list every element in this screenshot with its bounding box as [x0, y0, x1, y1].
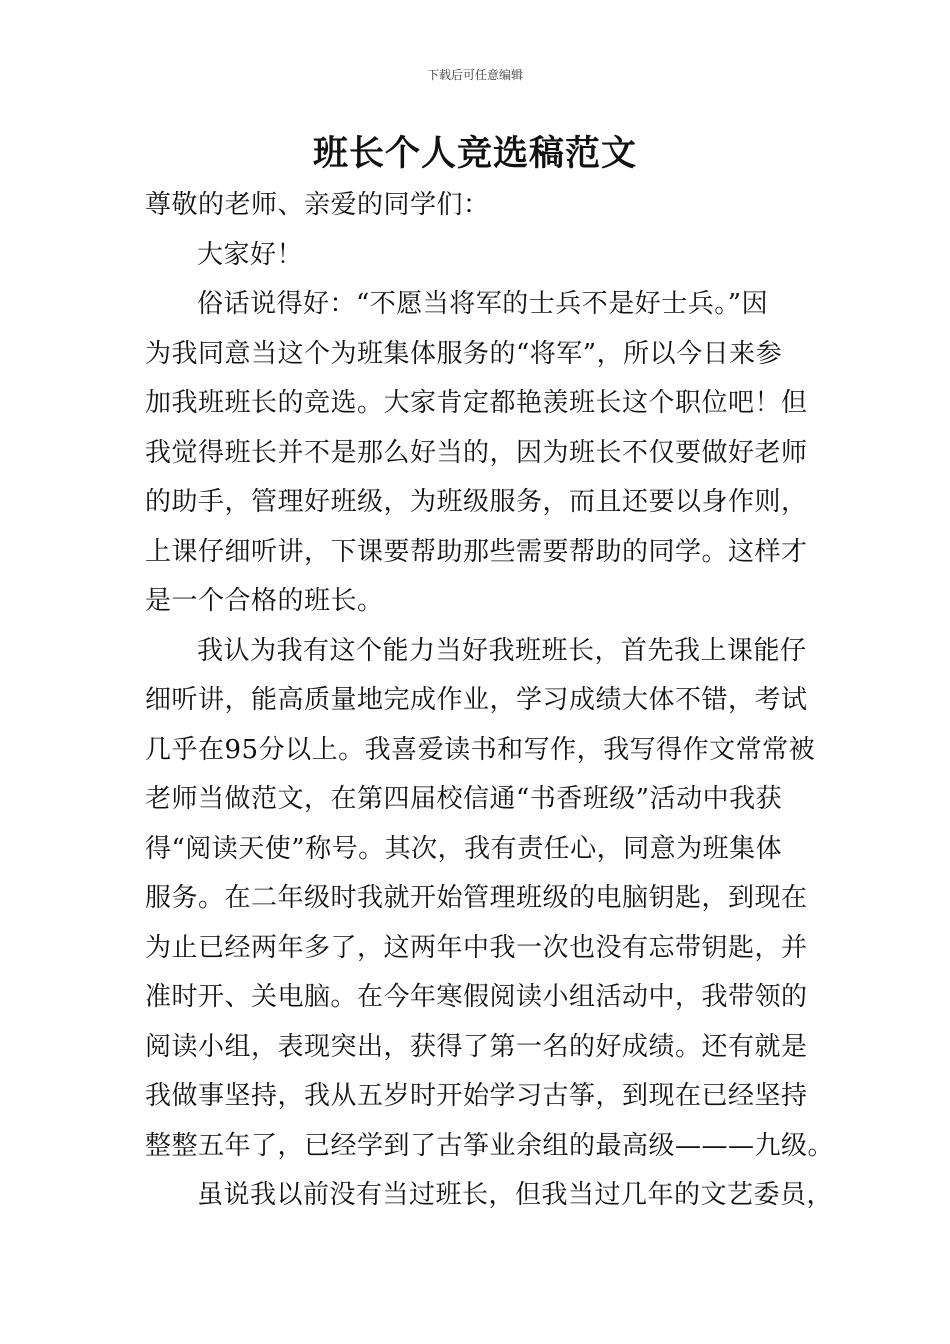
document-title: 班长个人竞选稿范文 [312, 134, 637, 174]
text-line: 我觉得班长并不是那么好当的，因为班长不仅要做好老师 [145, 437, 808, 468]
text-line: 为止已经两年多了，这两年中我一次也没有忘带钥匙，并 [145, 932, 808, 963]
text-line: 上课仔细听讲，下课要帮助那些需要帮助的同学。这样才 [145, 536, 808, 567]
text-line: 虽说我以前没有当过班长，但我当过几年的文艺委员， [197, 1180, 834, 1210]
text-line: 我做事坚持，我从五岁时开始学习古筝，到现在已经坚持 [145, 1081, 808, 1111]
text-line: 俗话说得好：“不愿当将军的士兵不是好士兵。”因 [197, 289, 769, 319]
text-line: 细听讲，能高质量地完成作业，学习成绩大体不错，考试 [145, 685, 808, 715]
text-line: 服务。在二年级时我就开始管理班级的电脑钥匙，到现在 [145, 883, 808, 913]
text-line: 加我班班长的竞选。大家肯定都艳羡班长这个职位吧！但 [145, 388, 808, 418]
text-line: 尊敬的老师、亲爱的同学们： [145, 190, 490, 220]
text-line: 准时开、关电脑。在今年寒假阅读小组活动中，我带领的 [145, 982, 808, 1012]
text-line: 是一个合格的班长。 [145, 586, 384, 616]
text-line: 整整五年了，已经学到了古筝业余组的最高级———九级。 [145, 1130, 835, 1161]
text-line: 的助手，管理好班级，为班级服务，而且还要以身作则， [145, 487, 808, 517]
text-line: 老师当做范文，在第四届校信通“书香班级”活动中我获 [145, 784, 783, 814]
header-note: 下载后可任意编辑 [426, 68, 523, 82]
document-body [145, 181, 835, 1221]
text-line: 为我同意当这个为班集体服务的“将军”，所以今日来参 [145, 338, 783, 369]
text-line: 得“阅读天使”称号。其次，我有责任心，同意为班集体 [145, 833, 783, 864]
text-line: 我认为我有这个能力当好我班班长，首先我上课能仔 [197, 635, 807, 666]
text-line: 大家好！ [197, 239, 304, 270]
text-line: 几乎在95分以上。我喜爱读书和写作，我写得作文常常被 [145, 734, 816, 765]
text-line: 阅读小组，表现突出，获得了第一名的好成绩。还有就是 [145, 1031, 808, 1062]
